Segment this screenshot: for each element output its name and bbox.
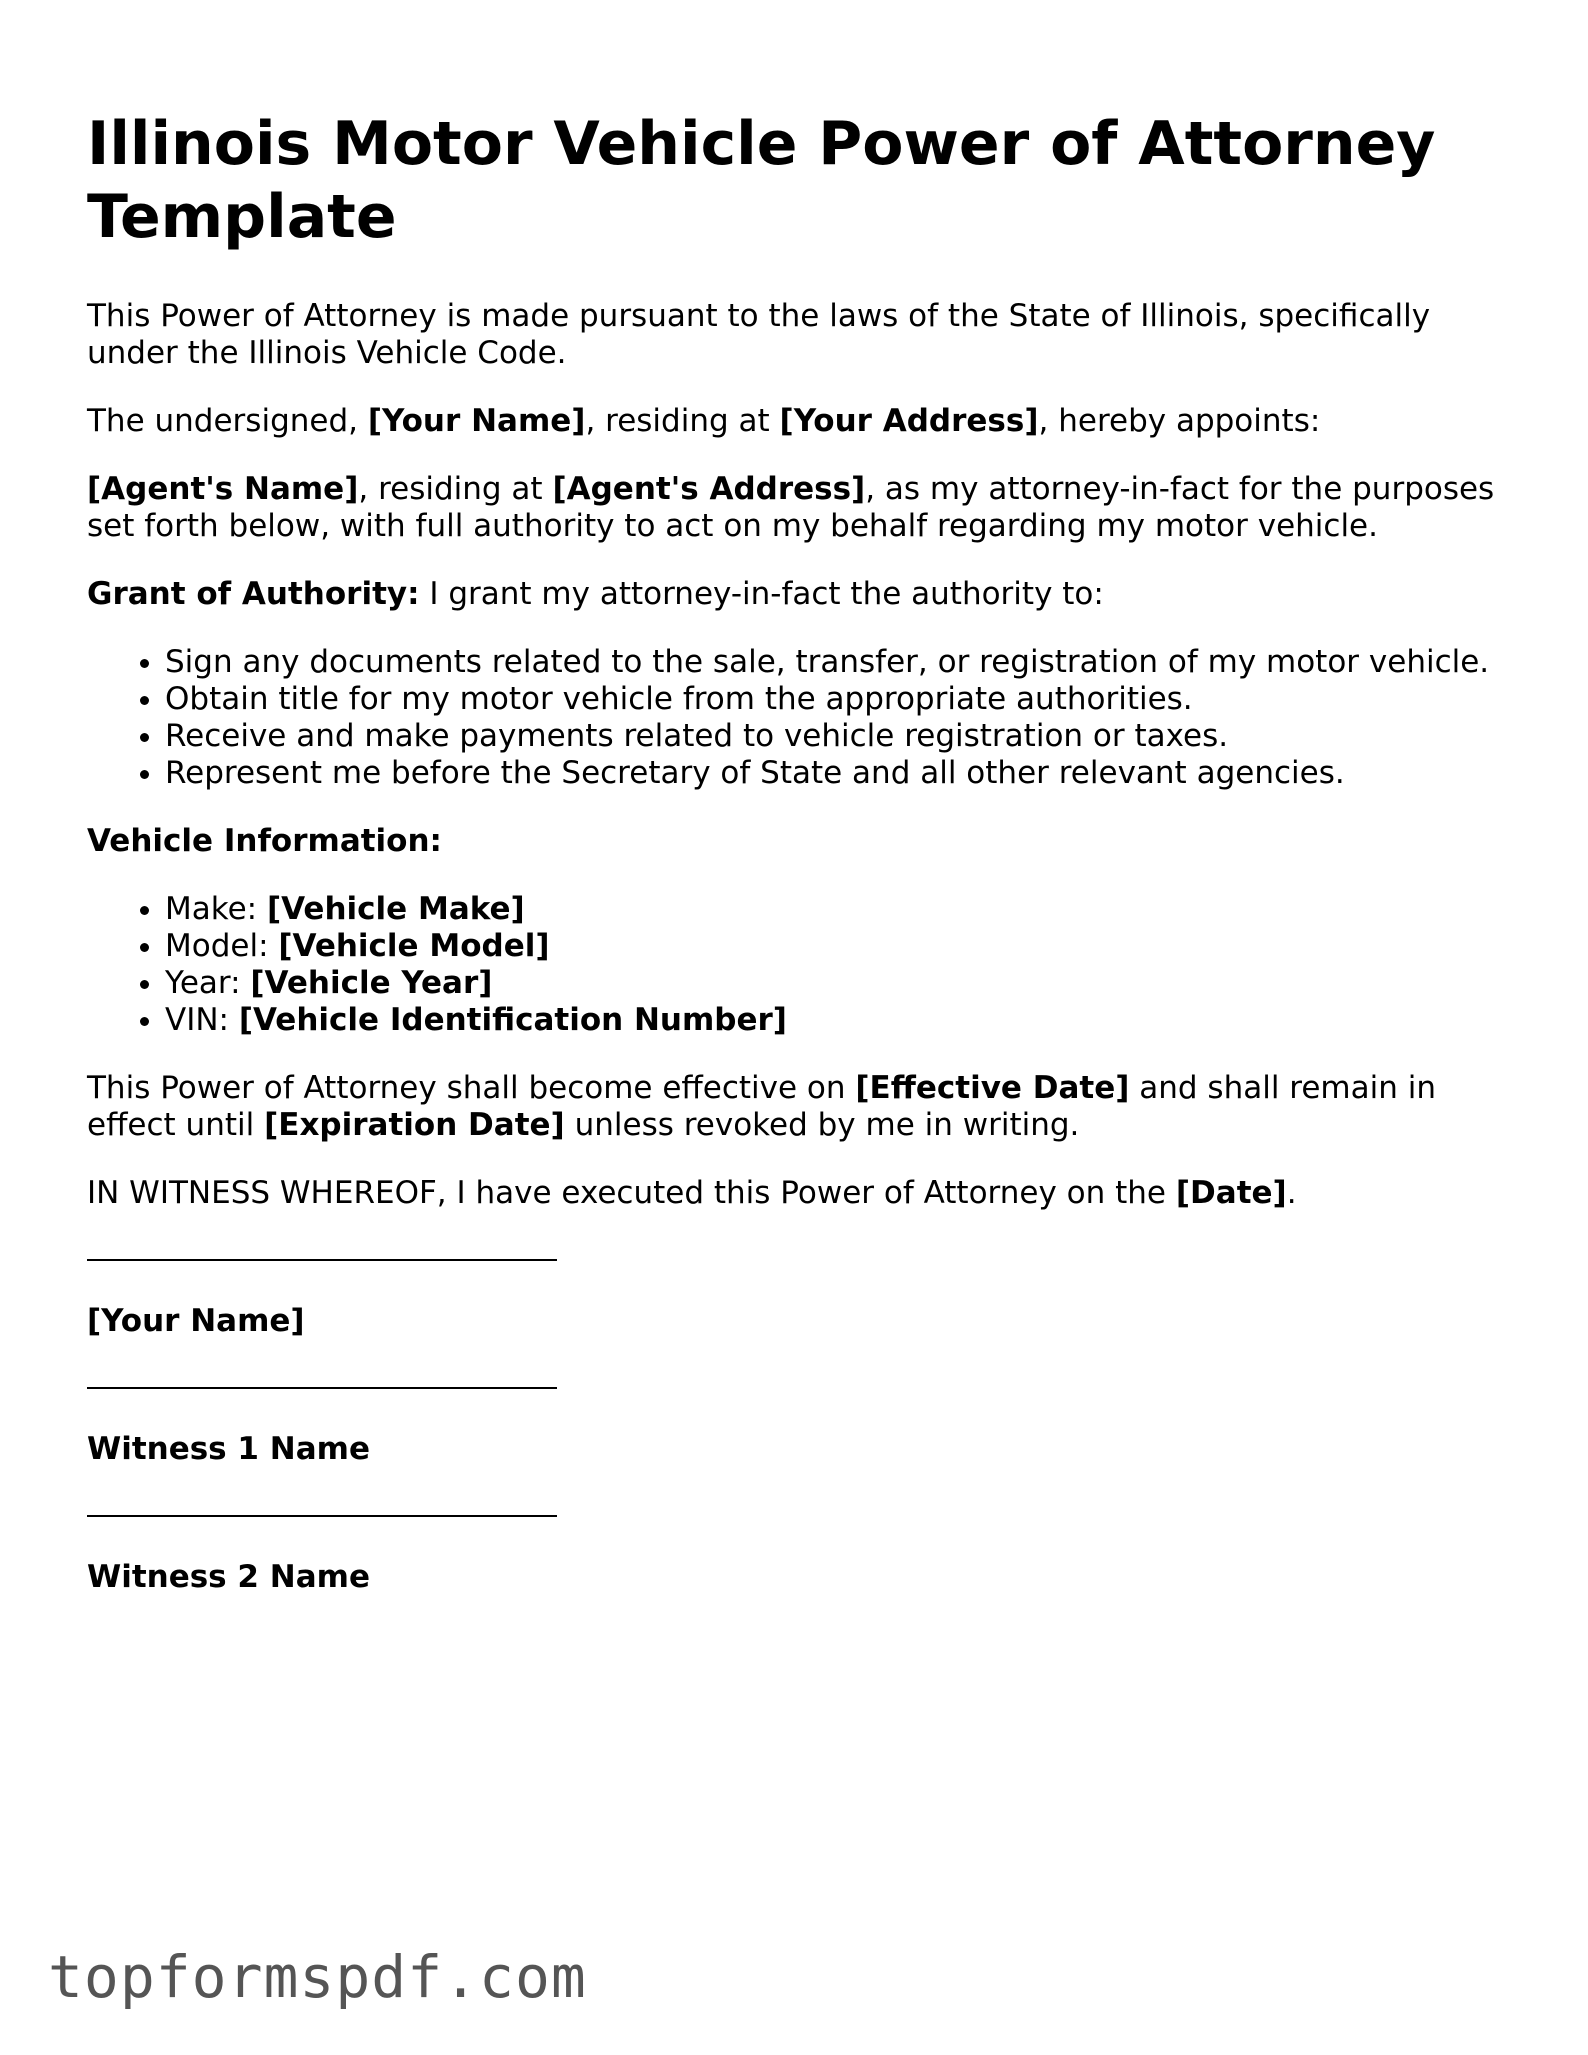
vehicle-item-year [165,965,1527,1002]
intro-paragraph: This Power of Attorney is made pursuant to the laws of the State of Illinois, specifically under the Illinois Vehicle Code. [87,298,1431,371]
effective-mid: and shall remain in effect until [87,1070,1436,1143]
grant-paragraph [87,576,1527,613]
site-watermark: topformspdf.com [48,1943,587,2011]
witness-prefix: IN WITNESS WHEREOF, I have executed this Power of Attorney on the [87,1175,1176,1211]
grant-text: I grant my attorney-in-fact the authority to: [419,576,1104,612]
agent-mid: , residing at [358,471,553,507]
vehicle-heading: Vehicle Information: [87,823,442,859]
agent-address-placeholder: [Agent's Address] [552,471,866,507]
signature-line[interactable] [87,1259,557,1261]
execution-date-placeholder: [Date] [1175,1175,1287,1211]
vehicle-item-label: Model: [165,928,279,964]
vehicle-item-make [165,891,1527,928]
principal-address-placeholder: [Your Address] [779,403,1039,439]
vehicle-item-value: [Vehicle Year] [250,965,493,1001]
document-title: Illinois Motor Vehicle Power of Attorney Template [87,109,1436,252]
vehicle-heading-paragraph [87,823,1527,860]
effective-paragraph [87,1070,1527,1144]
principal-name-placeholder: [Your Name] [367,403,586,439]
signature-name: Witness 1 Name [87,1431,370,1467]
effective-suffix: unless revoked by me in writing. [564,1107,1080,1143]
witness-paragraph [87,1175,1527,1212]
appointment-prefix: The undersigned, [87,403,368,439]
vehicle-item-label: Make: [165,891,267,927]
document-page [87,108,1527,1596]
vehicle-item-vin [165,1002,1527,1039]
signature-block-principal [87,1259,1527,1340]
signature-line[interactable] [87,1387,557,1389]
grant-label: Grant of Authority: [87,576,420,612]
agent-name-placeholder: [Agent's Name] [87,471,359,507]
signature-line[interactable] [87,1515,557,1517]
authority-item: • Represent me before the Secretary of State and all other relevant agencies. [165,755,1527,792]
authority-item: • Sign any documents related to the sale, transfer, or registration of my motor vehicle. [165,644,1527,681]
vehicle-item-label: VIN: [165,1002,239,1038]
appointment-paragraph [87,403,1527,440]
effective-date-placeholder: [Effective Date] [855,1070,1130,1106]
effective-prefix: This Power of Attorney shall become effective on [87,1070,856,1106]
signature-block-witness-1 [87,1387,1527,1468]
appointment-mid: , residing at [585,403,780,439]
authority-list [87,644,1527,792]
vehicle-item-model [165,928,1527,965]
vehicle-item-label: Year: [165,965,251,1001]
expiration-date-placeholder: [Expiration Date] [264,1107,565,1143]
agent-suffix: , as my attorney-in-fact for the purposes set forth below, with full authority to act on my behalf regarding my motor vehicle. [87,471,1495,544]
appointment-suffix: , hereby appoints: [1038,403,1321,439]
vehicle-info-list [87,891,1527,1039]
vehicle-item-value: [Vehicle Make] [266,891,525,927]
signature-name: [Your Name] [87,1303,305,1339]
authority-item: • Obtain title for my motor vehicle from the appropriate authorities. [165,681,1527,718]
vehicle-item-value: [Vehicle Identification Number] [238,1002,787,1038]
authority-item: • Receive and make payments related to vehicle registration or taxes. [165,718,1527,755]
witness-suffix: . [1286,1175,1297,1211]
agent-paragraph [87,471,1527,545]
signature-name: Witness 2 Name [87,1559,370,1595]
signature-block-witness-2 [87,1515,1527,1596]
vehicle-item-value: [Vehicle Model] [278,928,550,964]
